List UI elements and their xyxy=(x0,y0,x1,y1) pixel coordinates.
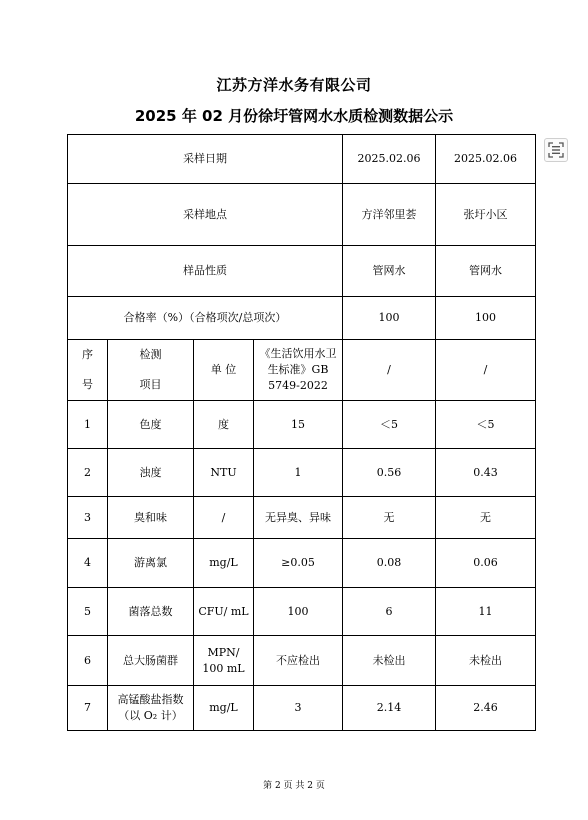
item-name: 总大肠菌群 xyxy=(108,636,194,686)
item-limit: ≥0.05 xyxy=(254,539,343,588)
pass-rate-row xyxy=(68,297,536,340)
sampling-date-row xyxy=(68,135,536,184)
site2-value: 管网水 xyxy=(436,246,536,297)
site2-result: 无 xyxy=(436,497,536,539)
site2-result: 2.46 xyxy=(436,686,536,731)
site1-value: 管网水 xyxy=(343,246,436,297)
item-unit: mg/L xyxy=(194,539,254,588)
row-number: 6 xyxy=(68,636,108,686)
item-name: 游离氯 xyxy=(108,539,194,588)
site2-result: 未检出 xyxy=(436,636,536,686)
site1-value: 100 xyxy=(343,297,436,340)
row-number: 3 xyxy=(68,497,108,539)
table-row xyxy=(68,636,536,686)
company-title: 江苏方洋水务有限公司 xyxy=(216,76,372,94)
item-limit: 无异臭、异味 xyxy=(254,497,343,539)
item-unit: MPN/ 100 mL xyxy=(194,636,254,686)
sample-type-row xyxy=(68,246,536,297)
item-unit: CFU/ mL xyxy=(194,588,254,636)
site1-result: 6 xyxy=(343,588,436,636)
row-label: 采样日期 xyxy=(68,135,343,184)
table-row xyxy=(68,497,536,539)
item-unit: 度 xyxy=(194,401,254,449)
site1-header: / xyxy=(343,340,436,401)
site1-value: 方洋邻里荟 xyxy=(343,184,436,246)
table-row xyxy=(68,449,536,497)
site1-value: 2025.02.06 xyxy=(343,135,436,184)
scan-text-icon xyxy=(548,142,564,158)
item-limit: 100 xyxy=(254,588,343,636)
table-row xyxy=(68,686,536,731)
item-name: 菌落总数 xyxy=(108,588,194,636)
report-title: 2025 年 02 月份徐圩管网水水质检测数据公示 xyxy=(134,107,454,125)
site1-result: ＜5 xyxy=(343,401,436,449)
row-label: 采样地点 xyxy=(68,184,343,246)
column-header-row xyxy=(68,340,536,401)
table-row xyxy=(68,539,536,588)
scan-text-button[interactable] xyxy=(544,138,568,162)
sampling-site-row xyxy=(68,184,536,246)
site2-value: 100 xyxy=(436,297,536,340)
item-name: 高锰酸盐指数（以 O₂ 计） xyxy=(108,686,194,731)
item-limit: 1 xyxy=(254,449,343,497)
item-name: 色度 xyxy=(108,401,194,449)
item-limit: 3 xyxy=(254,686,343,731)
row-number: 2 xyxy=(68,449,108,497)
site2-result: 0.06 xyxy=(436,539,536,588)
site1-result: 无 xyxy=(343,497,436,539)
water-quality-table xyxy=(67,134,536,731)
site1-result: 0.56 xyxy=(343,449,436,497)
row-label: 合格率（%）（合格项次/总项次） xyxy=(68,297,343,340)
site1-result: 0.08 xyxy=(343,539,436,588)
item-unit: / xyxy=(194,497,254,539)
item-header: 检测 项目 xyxy=(108,340,194,401)
page-number: 第 2 页 共 2 页 xyxy=(263,781,325,791)
item-unit: NTU xyxy=(194,449,254,497)
site2-result: ＜5 xyxy=(436,401,536,449)
row-number: 5 xyxy=(68,588,108,636)
seq-header: 序 号 xyxy=(68,340,108,401)
row-label: 样品性质 xyxy=(68,246,343,297)
row-number: 4 xyxy=(68,539,108,588)
site2-value: 2025.02.06 xyxy=(436,135,536,184)
table-row xyxy=(68,401,536,449)
item-limit: 不应检出 xyxy=(254,636,343,686)
standard-header: 《生活饮用水卫生标准》GB 5749-2022 xyxy=(254,340,343,401)
item-unit: mg/L xyxy=(194,686,254,731)
row-number: 7 xyxy=(68,686,108,731)
unit-header: 单 位 xyxy=(194,340,254,401)
item-name: 臭和味 xyxy=(108,497,194,539)
site2-header: / xyxy=(436,340,536,401)
site1-result: 未检出 xyxy=(343,636,436,686)
item-name: 浊度 xyxy=(108,449,194,497)
table-row xyxy=(68,588,536,636)
site2-value: 张圩小区 xyxy=(436,184,536,246)
site2-result: 11 xyxy=(436,588,536,636)
item-limit: 15 xyxy=(254,401,343,449)
site2-result: 0.43 xyxy=(436,449,536,497)
row-number: 1 xyxy=(68,401,108,449)
site1-result: 2.14 xyxy=(343,686,436,731)
